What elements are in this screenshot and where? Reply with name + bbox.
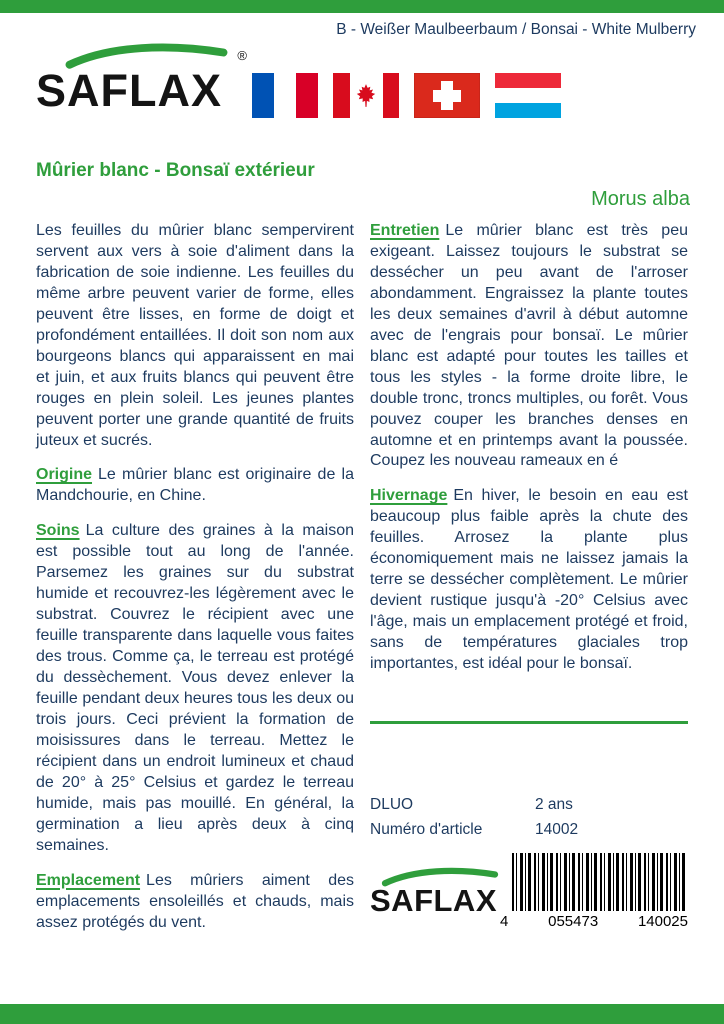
section-heading: Hivernage [370,487,448,505]
saflax-footer-logo [370,867,500,919]
barcode [500,853,688,930]
section-text: Les mûriers aiment des emplacements ensoleillés et chauds, mais assez protégés du vent. [36,871,354,931]
section-emplacement [36,871,354,934]
section-heading: Entretien [370,222,440,239]
saflax-logo [36,42,247,116]
barcode-bars [512,853,688,911]
luxembourg-flag-icon [495,73,561,118]
footer-brand-name: SAFLAX [370,883,497,919]
product-tagline: B - Weißer Maulbeerbaum / Bonsai - White Mulberry [336,21,696,38]
top-green-bar [0,0,724,13]
maple-leaf-icon [350,73,383,118]
article-number-value: 14002 [535,821,579,839]
green-divider [370,721,688,724]
switzerland-flag-icon [414,73,480,118]
section-heading: Soins [36,522,80,540]
section-entretien [370,221,688,472]
section-text: Le mûrier blanc est très peu exigeant. Laissez toujours le substrat se dessécher un peu avant de l'arroser abondamment. Engraissez la plante toutes les deux semaines d'avril à début automne avec de l'engrais pour bonsaï. Le mûrier blanc est adapté pour toutes les tailles et tous les styles - la forme droite libre, le double tronc, troncs multiples, ou forêt. Vous pouvez couper les branches denses en automne et en printemps avant la poussée. Coupez les nouveau rameaux en é [370,222,688,470]
dluo-value: 2 ans [535,796,573,814]
body-columns [36,221,688,948]
details-block [370,796,688,839]
section-heading: Origine [36,466,93,484]
brand-name: SAFLAX [36,65,222,116]
france-flag-icon [252,73,318,118]
barcode-digit-group: 140025 [637,913,688,931]
barcode-digit-group: 055473 [548,913,599,931]
section-text: La culture des graines à la maison est possible tout au long de l'année. Parsemez les graines sur du substrat humide et recouvrez-les légèrement avec le substrat. Couvrez le récipient avec une feuille transparente dans laquelle vous faites des trous. Comme ça, le terreau est protégé du dessèchement. Vous devez enlever la feuille pendant deux heures tous les deux ou trois jours. Ceci prévient la formation de moisissures dans le terreau. Mettez le récipient dans un endroit lumineux et chaud de 20° à 25° Celsius et gardez le terreau humide, mais pas mouillé. En général, la germination a lieu après deux à cinq semaines. [36,522,354,854]
right-column [370,221,688,948]
section-text: En hiver, le besoin en eau est beaucoup plus faible après la chute des feuilles. Arrosez la plante plus économiquement mais ne laissez jamais la terre se dessécher complètement. Le mûrier devient rustique jusqu'à -20° Celsius avec l'âge, mais un emplacement protégé et froid, sans de températures glaciales trop importantes, est idéal pour le bonsaï. [370,487,688,673]
section-text: Les feuilles du mûrier blanc sempervirent servent aux vers à soie d'aliment dans la fabrication de soie indienne. Les feuilles du même arbre peuvent varier de forme, elles peuvent être lisses, en forme de doigt et profondément entaillées. Il doit son nom aux bourgeons blancs qui apparaissent en mai et juin, et aux fruits blancs qui peuvent être rouges en plein soleil. Les jeunes plantes peuvent porter une grande quantité de fruits juteux et sucrés. [36,222,354,449]
article-number-label: Numéro d'article [370,821,483,839]
barcode-digit-group: 4 [500,913,509,931]
section-text: Le mûrier blanc est originaire de la Mandchourie, en Chine. [36,466,354,505]
section-hivernage [370,486,688,675]
flag-row [252,73,561,118]
registered-trademark: ® [237,48,247,63]
canada-flag-icon [333,73,399,118]
article-number-row [370,821,688,839]
left-column [36,221,354,948]
section-soins [36,521,354,856]
section-origine [36,465,354,507]
page-title: Mûrier blanc - Bonsaï extérieur [36,160,315,181]
species-name: Morus alba [591,188,690,210]
dluo-row [370,796,688,814]
dluo-label: DLUO [370,796,414,814]
section-heading: Emplacement [36,871,141,889]
bottom-green-bar [0,1004,724,1024]
barcode-digits [500,913,688,930]
section-intro [36,221,354,451]
footer-row [370,853,688,930]
